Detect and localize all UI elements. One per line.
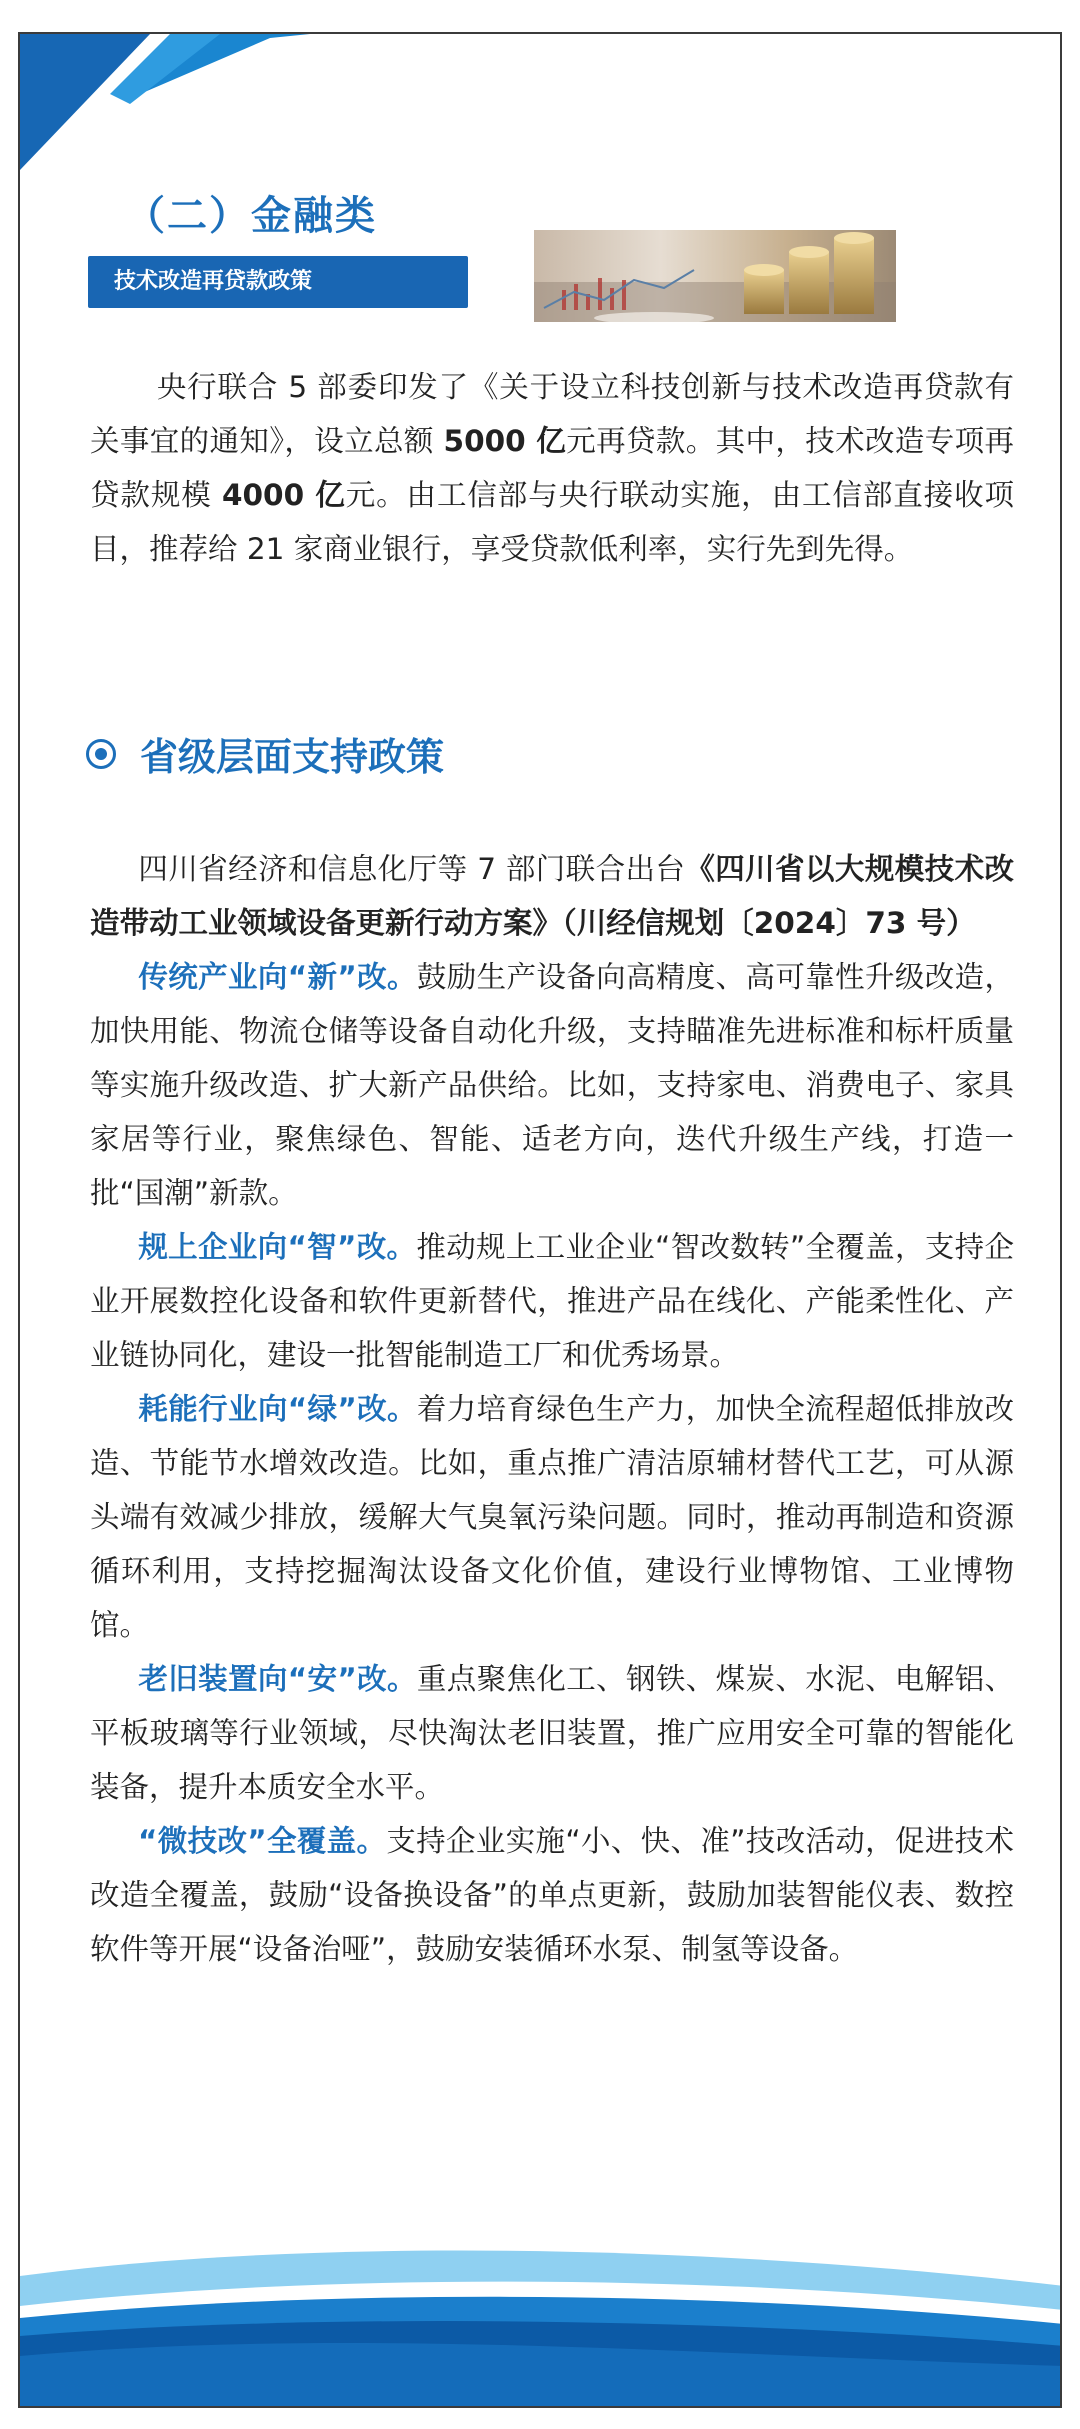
- policy-item-label: “微技改”全覆盖。: [138, 1824, 387, 1858]
- provincial-body: [90, 842, 1014, 1976]
- bottom-wave-decoration: [20, 2206, 1062, 2406]
- policy-item: 传统产业向“新”改。鼓励生产设备向高精度、高可靠性升级改造，加快用能、物流仓储等设备自动化升级，支持瞄准先进标准和标杆质量等实施升级改造、扩大新产品供给。比如，支持家电、消费电子、家具家居等行业，聚焦绿色、智能、适老方向，迭代升级生产线，打造一批“国潮”新款。: [90, 960, 1014, 1210]
- policy-item-label: 老旧装置向“安”改。: [138, 1662, 417, 1696]
- policy-item-label: 规上企业向“智”改。: [138, 1230, 417, 1264]
- policy-document-title: 《四川省以大规模技术改造带动工业领域设备更新行动方案》（川经信规划〔2024〕73 号）: [90, 852, 1014, 940]
- policy-item: 耗能行业向“绿”改。着力培育绿色生产力，加快全流程超低排放改造、节能节水增效改造。比如，重点推广清洁原辅材替代工艺，可从源头端有效减少排放，缓解大气臭氧污染问题。同时，推动再制造和资源循环利用，支持挖掘淘汰设备文化价值，建设行业博物馆、工业博物馆。: [90, 1392, 1014, 1642]
- total-amount: 5000 亿: [443, 424, 567, 458]
- provincial-intro: 四川省经济和信息化厅等 7 部门联合出台《四川省以大规模技术改造带动工业领域设备更新行动方案》（川经信规划〔2024〕73 号）: [90, 852, 1014, 940]
- corner-decoration: [20, 34, 320, 174]
- finance-photo: [534, 230, 896, 322]
- target-icon: [86, 739, 116, 769]
- policy-item: 规上企业向“智”改。推动规上工业企业“智改数转”全覆盖，支持企业开展数控化设备和软件更新替代，推进产品在线化、产能柔性化、产业链协同化，建设一批智能制造工厂和优秀场景。: [90, 1230, 1014, 1372]
- policy-item: 老旧装置向“安”改。重点聚焦化工、钢铁、煤炭、水泥、电解铝、平板玻璃等行业领域，尽快淘汰老旧装置，推广应用安全可靠的智能化装备，提升本质安全水平。: [90, 1662, 1014, 1804]
- poster-page: [18, 32, 1062, 2408]
- policy-item-label: 传统产业向“新”改。: [138, 960, 417, 994]
- policy-item-label: 耗能行业向“绿”改。: [138, 1392, 417, 1426]
- finance-paragraph: 央行联合 5 部委印发了《关于设立科技创新与技术改造再贷款有关事宜的通知》，设立总额 5000 亿元再贷款。其中，技术改造专项再贷款规模 4000 亿元。由工信部与央行联动实施，由工信部直接收项目，推荐给 21 家商业银行，享受贷款低利率，实行先到先得。: [90, 370, 1014, 566]
- section-title-finance: （二）金融类: [125, 193, 377, 239]
- subsection-banner: 技术改造再贷款政策: [88, 256, 468, 308]
- policy-item: “微技改”全覆盖。支持企业实施“小、快、准”技改活动，促进技术改造全覆盖，鼓励“设备换设备”的单点更新，鼓励加装智能仪表、数控软件等开展“设备治哑”，鼓励安装循环水泵、制氢等设备。: [90, 1824, 1014, 1966]
- special-amount: 4000 亿: [221, 478, 346, 512]
- provincial-heading: 省级层面支持政策: [86, 726, 444, 781]
